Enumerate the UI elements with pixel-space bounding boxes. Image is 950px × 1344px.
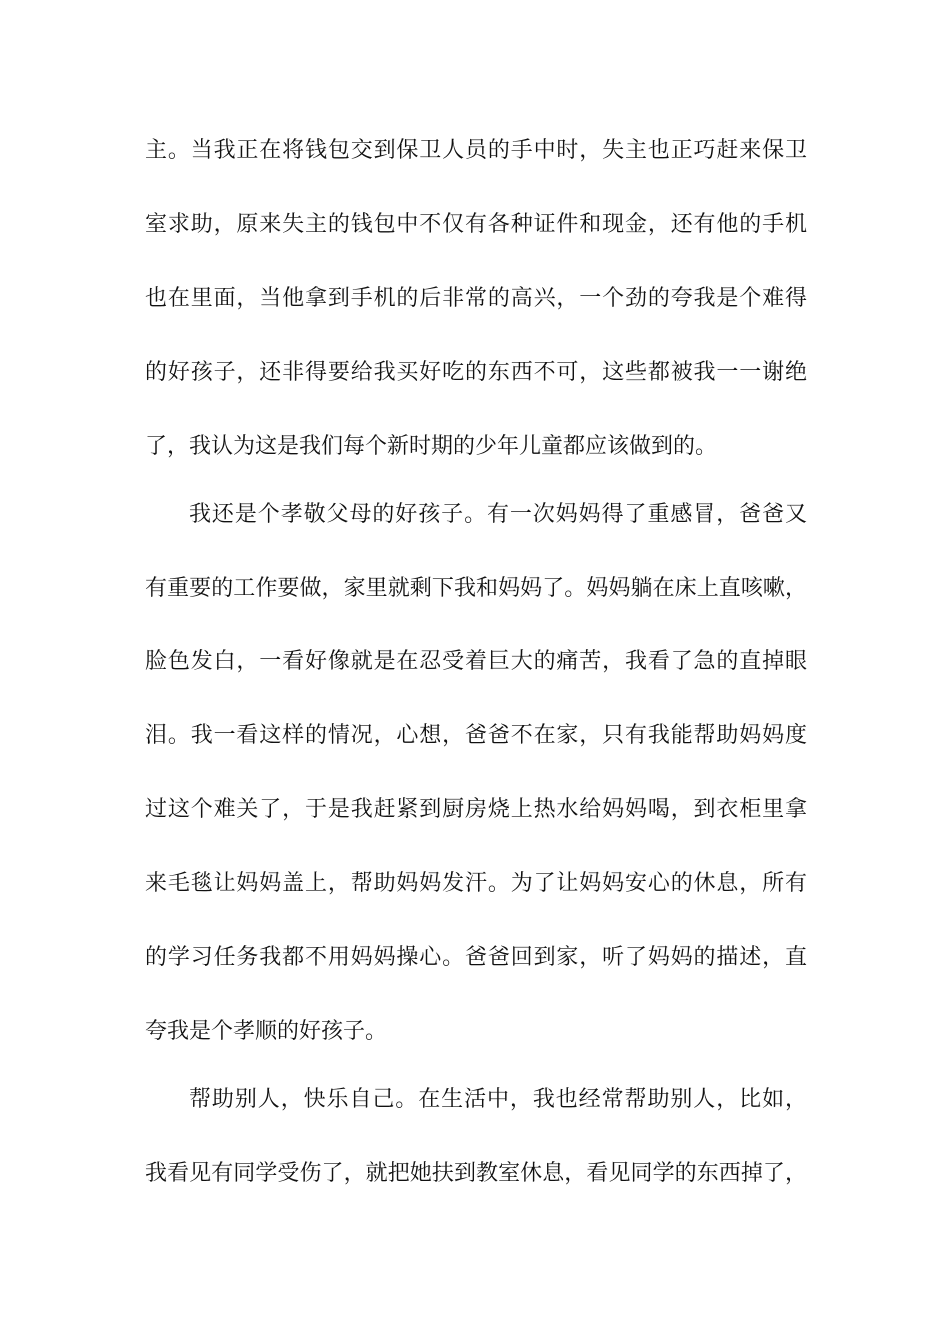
paragraph-line: 泪。我一看这样的情况，心想，爸爸不在家，只有我能帮助妈妈度	[145, 723, 807, 748]
paragraph-line: 有重要的工作要做，家里就剩下我和妈妈了。妈妈躺在床上直咳嗽，	[145, 576, 807, 601]
paragraph-line: 脸色发白，一看好像就是在忍受着巨大的痛苦，我看了急的直掉眼	[145, 649, 807, 674]
paragraph-line: 的好孩子，还非得要给我买好吃的东西不可，这些都被我一一谢绝	[145, 360, 807, 385]
paragraph-first-line: 帮助别人，快乐自己。在生活中，我也经常帮助别人，比如，	[189, 1087, 807, 1112]
paragraph-line: 了，我认为这是我们每个新时期的少年儿童都应该做到的。	[145, 434, 718, 459]
paragraph-line: 我看见有同学受伤了，就把她扶到教室休息，看见同学的东西掉了，	[145, 1161, 807, 1186]
paragraph-line: 也在里面，当他拿到手机的后非常的高兴，一个劲的夸我是个难得	[145, 286, 807, 311]
paragraph-line: 室求助，原来失主的钱包中不仅有各种证件和现金，还有他的手机	[145, 212, 807, 237]
paragraph-line: 主。当我正在将钱包交到保卫人员的手中时，失主也正巧赶来保卫	[145, 138, 807, 163]
paragraph-line: 的学习任务我都不用妈妈操心。爸爸回到家，听了妈妈的描述，直	[145, 945, 807, 970]
paragraph-first-line: 我还是个孝敬父母的好孩子。有一次妈妈得了重感冒，爸爸又	[189, 502, 807, 527]
paragraph-line: 来毛毯让妈妈盖上，帮助妈妈发汗。为了让妈妈安心的休息，所有	[145, 871, 807, 896]
paragraph-line: 夸我是个孝顺的好孩子。	[145, 1019, 388, 1044]
paragraph-line: 过这个难关了，于是我赶紧到厨房烧上热水给妈妈喝，到衣柜里拿	[145, 797, 807, 822]
